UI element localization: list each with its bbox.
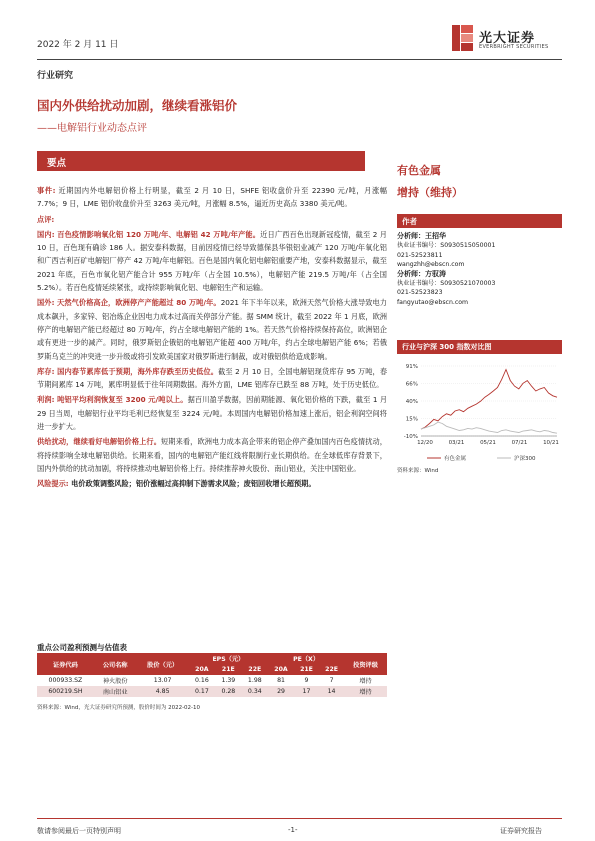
cell-eps: 1.98 [242, 675, 268, 686]
cell-code: 000933.SZ [37, 675, 94, 686]
cell-pe: 17 [294, 686, 319, 697]
para-risk [37, 477, 387, 490]
page-number: -1- [288, 826, 298, 834]
author-cert: 执业证书编号：S0930521070003 [397, 280, 496, 288]
y-tick-label: 66% [405, 381, 418, 388]
para-label: 点评: [37, 214, 55, 224]
cell-name: 南山铝业 [94, 686, 137, 697]
para-highlight: 天然气价格高企，欧洲停产产能超过 80 万吨/年。 [54, 298, 221, 308]
cell-price: 4.85 [137, 686, 189, 697]
para-profit [37, 393, 387, 433]
th-pe-22e: 22E [319, 664, 344, 675]
table-title: 重点公司盈利预测与估值表 [37, 643, 127, 652]
report-date: 2022 年 2 月 11 日 [37, 40, 119, 50]
cell-eps: 0.17 [189, 686, 215, 697]
th-code: 证券代码 [37, 653, 94, 675]
th-name: 公司名称 [94, 653, 137, 675]
chart-source: 资料来源：Wind [397, 468, 439, 474]
para-overseas [37, 296, 387, 362]
y-tick-label: 91% [405, 364, 418, 370]
footer-disclaimer[interactable]: 敬请参阅最后一页特别声明 [37, 827, 121, 835]
chart-heading: 行业与沪深 300 指数对比图 [402, 343, 492, 351]
cell-pe: 9 [294, 675, 319, 686]
author-name: 王招华 [425, 232, 446, 240]
th-eps-21e: 21E [215, 664, 241, 675]
th-pe-20a: 20A [268, 664, 294, 675]
author-role: 分析师： [397, 269, 425, 278]
cell-eps: 0.34 [242, 686, 268, 697]
para-text: 2021 年下半年以来，欧洲天然气价格大涨导致电力成本飙升，多家锌、铝冶炼企业因电力成本过高而关停部分产能。据 SMM 统计，截至 2022 年 1 月底，欧洲停产的电解铝产能已经超过 80 万吨/年，约占全球电解铝产能的 1%。若天然气价格持续保持高位，欧洲铝企或有更进一步的减产。同时，俄罗斯铝企俄铝的电解铝产能超 400 万吨/年，约占全球电解铝产能 6%；若俄罗斯乌克兰的冲突进一步升级或将引发欧美国家对俄罗斯进行制裁，或对俄铝供给造成影响。 [37, 298, 387, 361]
cell-eps: 0.28 [215, 686, 241, 697]
rating: 增持（维持） [397, 186, 463, 199]
para-label: 供给扰动，继续看好电解铝价格上行。 [37, 437, 161, 447]
para-text: 近日广西百色出现新冠疫情，截至 2 月 10 日，百色现有确诊 186 人。据安泰科数据，目前因疫情已经导致德保县华银铝业减产 120 万吨/年氧化铝和广西吉利百矿电解铝厂停产 42 万吨/年电解铝。百色是国内氧化铝电解铝重要产地，安泰科数据显示，截至 2021 年底，百色市氧化铝产能合计 955 万吨/年（占全国 10.5%），电解铝产能 219.5 万吨/年（占全国 5.2%）。若百色疫情延续紧张，或持续影响氧化铝、电解铝生产和运输。 [37, 229, 387, 293]
company-logo [452, 25, 562, 55]
cell-price: 13.07 [137, 675, 189, 686]
footer-divider [37, 818, 562, 819]
th-price: 股价（元） [137, 653, 189, 675]
cell-pe: 14 [319, 686, 344, 697]
para-domestic [37, 228, 387, 294]
author-role: 分析师： [397, 232, 425, 240]
logo-en: EVERBRIGHT SECURITIES [479, 44, 549, 50]
author-entry [397, 232, 495, 270]
author-cert: 执业证书编号：S0930515050001 [397, 242, 496, 250]
logo-name: 光大证券 [479, 31, 536, 46]
para-text: 据百川盈孚数据，因前期能源、氧化铝价格的下跌，截至 1 月 29 日当周，电解铝行业平均毛利已经恢复至 3224 元/吨。本周国内电解铝价格加速上涨后，铝企利润空间将进一步扩大。 [37, 395, 388, 432]
cell-rating: 增持 [344, 675, 387, 686]
summary-heading: 要点 [47, 158, 67, 169]
legend-label: 有色金属 [444, 456, 467, 462]
th-eps-20a: 20A [189, 664, 215, 675]
footer-report-type: 证券研究报告 [500, 827, 542, 835]
y-tick-label: -10% [403, 434, 418, 440]
cell-rating: 增持 [344, 686, 387, 697]
cell-pe: 29 [268, 686, 294, 697]
para-highlight: 国内春节累库低于预期，海外库存跌至历史低位。 [54, 366, 219, 376]
x-tick-label: 05/21 [480, 440, 496, 446]
x-tick-label: 03/21 [448, 440, 465, 446]
author-name: 方驭涛 [425, 269, 446, 278]
cell-eps: 0.16 [189, 675, 215, 686]
para-event [37, 184, 387, 211]
para-comment [37, 213, 387, 226]
th-pe: PE（X） [268, 653, 344, 664]
logo-mark-icon [452, 25, 474, 51]
para-label: 国外: [37, 298, 55, 308]
para-label: 事件: [37, 186, 56, 195]
author-phone: 021-52523811 [397, 251, 443, 259]
author-email[interactable]: fangyutao@ebscn.com [397, 298, 469, 306]
para-text: 电价政策调整风险；铝价涨幅过高抑制下游需求风险；废铝回收增长超预期。 [68, 479, 316, 489]
x-tick-label: 07/21 [511, 440, 528, 446]
table-note: 资料来源：Wind，光大证券研究所预测，股价时间为 2022-02-10 [37, 705, 201, 711]
author-list [397, 232, 495, 307]
header-divider [37, 59, 562, 60]
cell-name: 神火股份 [94, 675, 137, 686]
para-highlight: 吨铝平均利润恢复至 3200 元/吨以上。 [54, 395, 188, 405]
legend-label: 沪深300 [514, 456, 536, 462]
report-subtitle: ——电解铝行业动态点评 [37, 123, 147, 134]
th-eps: EPS（元） [189, 653, 268, 664]
cell-pe: 7 [319, 675, 344, 686]
author-heading-bar [397, 214, 562, 228]
cell-pe: 81 [268, 675, 294, 686]
summary-body [37, 184, 387, 493]
x-tick-label: 10/21 [543, 440, 559, 446]
para-text: 近期国内外电解铝价格上行明显，截至 2 月 10 日，SHFE 铝收盘价升至 22390 元/吨，月涨幅 7.7%；9 日，LME 铝价收盘价升至 3263 美元/吨，月涨幅 8.5%，逼近历史高点 3380 美元/吨。 [37, 186, 387, 209]
para-text: 截至 2 月 10 日，全国电解铝现货库存 95 万吨，春节期间累库 14 万吨，累库明显低于往年同期数据。海外方面，LME 铝库存已跌至 88 万吨，处于历史低位。 [37, 366, 388, 390]
index-comparison-chart [397, 358, 562, 468]
sector-rating [397, 160, 463, 204]
author-heading: 作者 [402, 217, 417, 226]
x-tick-label: 12/20 [417, 440, 433, 446]
th-pe-21e: 21E [294, 664, 319, 675]
summary-heading-bar [37, 151, 365, 171]
th-eps-22e: 22E [242, 664, 268, 675]
para-label: 库存: [37, 366, 55, 376]
author-phone: 021-52523823 [397, 289, 443, 297]
series-line-1 [421, 422, 557, 433]
para-label: 国内: [37, 229, 55, 239]
para-label: 风险提示: [37, 479, 69, 489]
para-inventory [37, 365, 387, 392]
sector-name: 有色金属 [397, 164, 441, 177]
cell-code: 600219.SH [37, 686, 94, 697]
para-text: 短期来看，欧洲电力成本高企带来的铝企停产叠加国内百色疫情扰动，将持续影响全球电解铝供给。长期来看，国内的电解铝产能红线将限制行业长期供给。在全球低库存背景下，国内外供给的扰动加剧，将持续推动电解铝价格上行。持续推荐神火股份、南山铝业，关注中国铝业。 [37, 437, 387, 473]
table-row [37, 686, 387, 697]
valuation-table [37, 653, 387, 697]
series-line-0 [421, 370, 557, 430]
para-label: 利润: [37, 395, 55, 405]
y-tick-label: 40% [405, 399, 418, 405]
para-outlook [37, 435, 387, 475]
cell-eps: 1.39 [215, 675, 241, 686]
report-category: 行业研究 [37, 71, 74, 81]
author-email[interactable]: wangzhh@ebscn.com [397, 261, 465, 269]
th-rating: 投资评级 [344, 653, 387, 675]
y-tick-label: 15% [405, 416, 418, 423]
report-title: 国内外供给扰动加剧，继续看涨铝价 [37, 98, 238, 113]
table-row [37, 675, 387, 686]
chart-heading-bar [397, 340, 562, 354]
para-highlight: 百色疫情影响氧化铝 120 万吨/年、电解铝 42 万吨/年产能。 [54, 229, 261, 239]
author-entry [397, 270, 495, 308]
